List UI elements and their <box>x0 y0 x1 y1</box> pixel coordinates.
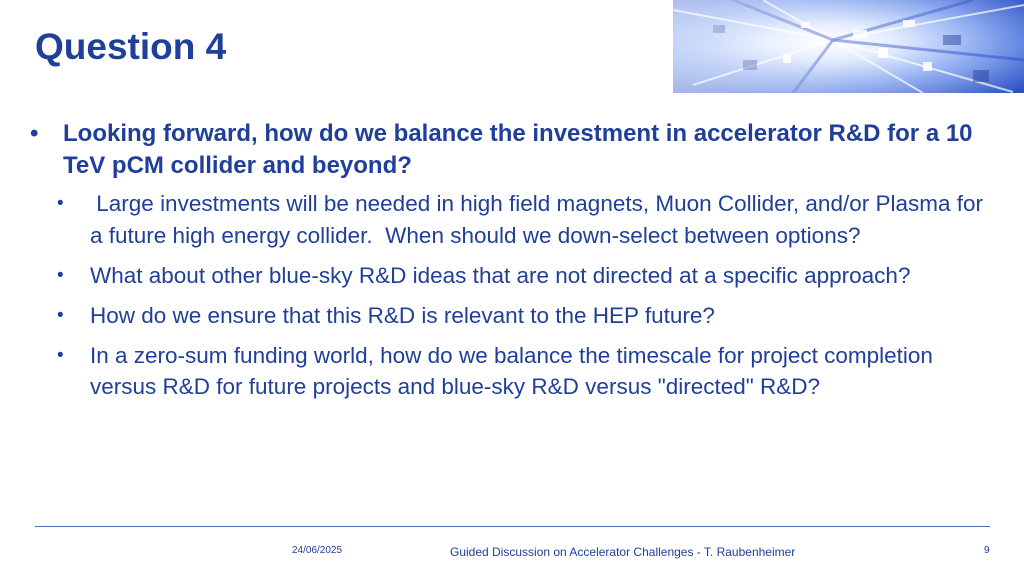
content-area <box>30 118 990 411</box>
slide-number: 9 <box>984 545 990 556</box>
bullet-marker: • <box>57 264 64 286</box>
slide-title: Question 4 <box>35 26 227 67</box>
bullet-marker: • <box>30 120 39 147</box>
footer-divider <box>35 526 990 527</box>
main-bullet <box>30 118 990 182</box>
sub-bullet-text: Large investments will be needed in high field magnets, Muon Collider, and/or Plasma for a future high energy collider. When should we down-select between options? <box>90 191 990 248</box>
sub-bullet <box>30 188 990 251</box>
sub-bullet-list <box>30 188 990 403</box>
sub-bullet <box>30 260 990 292</box>
footer-presentation-title: Guided Discussion on Accelerator Challenges - T. Raubenheimer <box>450 545 796 559</box>
sub-bullet-text: How do we ensure that this R&D is relevant to the HEP future? <box>90 302 715 328</box>
sub-bullet <box>30 340 990 403</box>
bullet-marker: • <box>57 304 64 326</box>
main-bullet-text: Looking forward, how do we balance the investment in accelerator R&D for a 10 TeV pCM collider and beyond? <box>63 120 973 179</box>
sub-bullet <box>30 300 990 332</box>
sub-bullet-text: In a zero-sum funding world, how do we balance the timescale for project completion versus R&D for future projects and blue-sky R&D versus "directed" R&D? <box>90 342 933 399</box>
sub-bullet-text: What about other blue-sky R&D ideas that are not directed at a specific approach? <box>90 262 911 288</box>
footer-date: 24/06/2025 <box>292 545 343 556</box>
blue-abstract-streak-image <box>673 0 1024 93</box>
bullet-marker: • <box>57 193 64 214</box>
bullet-marker: • <box>57 344 64 366</box>
